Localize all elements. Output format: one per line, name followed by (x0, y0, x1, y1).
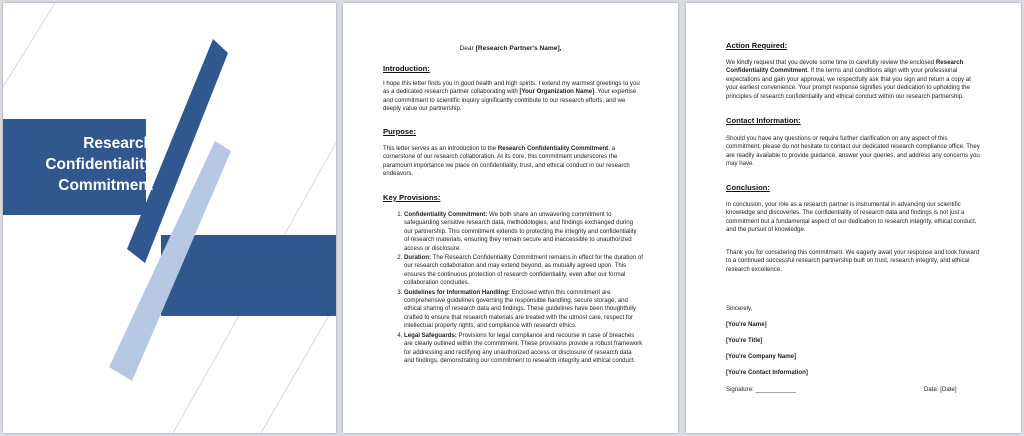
provision-text: Enclosed within this commitment are comprehensive guidelines governing the responsible handling, secure storage, and ethical sharing of research data and findings. These guidelines have been thoughtfully crafted to ensure that research materials are treated with the utmost care, respect for intellectual property rights, and compliance with research ethics. (404, 288, 636, 330)
list-item (404, 211, 643, 253)
list-item (404, 254, 643, 288)
list-item (404, 332, 643, 366)
cover-decor-line (261, 303, 336, 433)
conclusion-paragraph-2: Thank you for considering this commitment. We eagerly await your response and look forward to a continued successful research partnership built on trust, research integrity, and ethical research excellence. (726, 249, 980, 273)
action-heading: Action Required: (726, 41, 788, 50)
provision-title: Confidentiality Commitment: (404, 211, 488, 218)
closing-contact: [You're Contact Information] (726, 369, 808, 376)
closing-sincerely: Sincerely, (726, 305, 753, 312)
contact-heading: Contact Information: (726, 116, 801, 125)
signature-line: Signature: ____________ (726, 386, 797, 393)
salutation-name: [Research Partner's Name], (475, 45, 562, 52)
closing-title: [You're Title] (726, 337, 763, 344)
conclusion-paragraph-1: In conclusion, your role as a research partner is instrumental in advancing our scientific knowledge and discoveries. The confidentiality of research data and findings is not just a commitment but a fundamental aspect of our dedication to research integrity, ethical conduct, and the pursuit of knowledge. (726, 201, 977, 234)
action-paragraph (726, 59, 984, 101)
closing-name: [You're Name] (726, 321, 767, 328)
letter-page-2 (686, 3, 1021, 433)
cover-title-line: Research (83, 135, 153, 152)
cover-page (3, 3, 336, 433)
action-term: Research Confidentiality Commitment (726, 59, 964, 75)
purpose-text-2: , a cornerstone of our research collaboration. At its core, this commitment underscores the paramount importance we place on confidentiality, trust, and ethical conduct in our research endeavors. (383, 145, 630, 178)
cover-decor-line (3, 3, 55, 87)
action-text-2: . If the terms and conditions align with your professional expectations and gain your approval, we respectfully ask that you sign and return a copy at your earliest convenience. Your prompt response signifies your dedication to upholding the principles of research confidentiality and ethical conduct within our research partnership. (726, 67, 971, 100)
purpose-heading: Purpose: (383, 127, 416, 136)
cover-title (3, 133, 153, 196)
provision-title: Legal Safeguards: (404, 331, 457, 339)
list-item (404, 289, 643, 331)
salutation (343, 45, 678, 53)
cover-title-line: Confidentiality (45, 156, 153, 173)
provisions-heading: Key Provisions: (383, 193, 441, 202)
purpose-paragraph (383, 145, 641, 179)
date-line: Date: [Date] (924, 386, 957, 393)
letter-page-1 (343, 3, 678, 433)
cover-title-line: Commitment (58, 177, 153, 194)
provision-text: The Research Confidentiality Commitment remains in effect for the duration of our research collaboration and may extend beyond, as mutually agreed upon. This ensures the continuous protection of research confidentiality, even after our formal collaboration concludes. (404, 254, 643, 287)
salutation-prefix: Dear (459, 45, 476, 52)
provision-title: Guidelines for Information Handling: (404, 288, 510, 296)
contact-paragraph: Should you have any questions or require further clarification on any aspect of this commitment, please do not hesitate to contact our dedicated research compliance office. They are readily available to provide guidance, answer your queries, and address any concerns you may have. (726, 135, 980, 168)
cover-artwork (3, 3, 336, 433)
intro-text: I hope this letter finds you in good health and high spirits. I extend my warmest greetings to you as a dedicated research partner collaborating with (383, 80, 640, 96)
conclusion-heading: Conclusion: (726, 183, 770, 192)
provision-text: We both share an unwavering commitment to safeguarding sensitive research data, methodologies, and findings exchanged during our partnership. This commitment extends to protecting the integrity and confidentiality of research materials, ensuring they remain secure and inaccessible to unauthorized access or disclosure. (404, 211, 637, 252)
intro-text-2: . Your expertise and commitment to scientific inquiry significantly contribute to our research efforts, and we deeply value our partnership. (383, 88, 637, 113)
action-text: We kindly request that you devote some time to carefully review the enclosed (726, 59, 936, 66)
purpose-text: This letter serves as an introduction to the (383, 145, 498, 152)
closing-company: [You're Company Name] (726, 353, 797, 360)
provision-title: Duration: (404, 254, 432, 262)
provision-text: Provisions for legal compliance and recourse in case of breaches are clearly outlined within the commitment. These provisions provide a robust framework for addressing and rectifying any unauthorized access or disclosure of research data and findings, demonstrating our commitment to research integrity and ethical conduct. (404, 331, 643, 364)
introduction-paragraph (383, 80, 641, 114)
provisions-list (387, 211, 643, 366)
purpose-term: Research Confidentiality Commitment (497, 145, 609, 152)
org-placeholder: [Your Organization Name] (519, 88, 595, 96)
introduction-heading: Introduction: (383, 64, 430, 73)
